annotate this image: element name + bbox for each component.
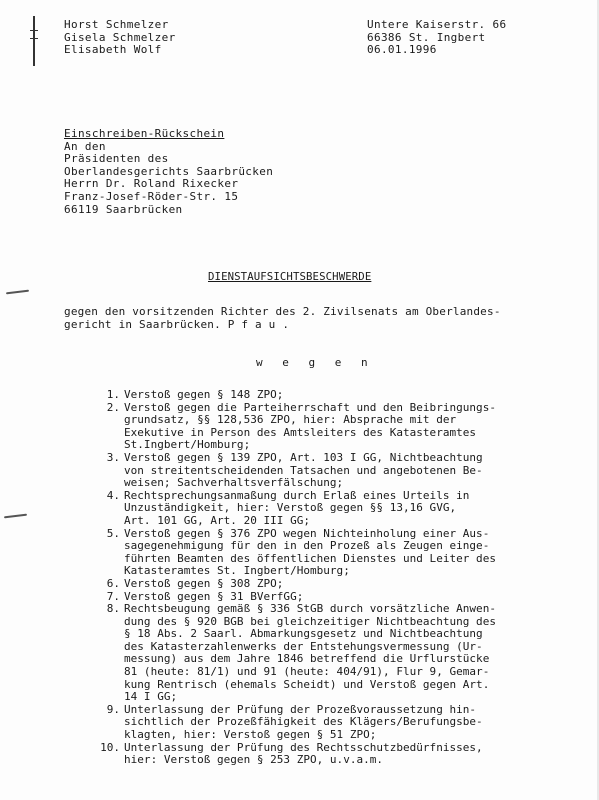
charge-line: Katasteramtes St. Ingbert/Homburg; [124, 564, 350, 578]
charge-number: 6. [106, 576, 120, 590]
charge-line: des Katasterzahlenwerks der Entstehungsvermessung (Ur- [124, 639, 483, 653]
charge-item [96, 490, 566, 528]
sender-name: Gisela Schmelzer [64, 30, 176, 44]
charge-number: 4. [106, 488, 120, 502]
wegen-heading: w e g e n [256, 356, 375, 369]
charge-line: Verstoß gegen die Parteiherrschaft und den Beibringungs- [124, 400, 496, 414]
recipient-line: An den [64, 139, 106, 153]
charge-item [96, 528, 566, 578]
punch-mark [6, 290, 29, 295]
sender-name: Elisabeth Wolf [64, 43, 162, 57]
binder-mark [33, 16, 35, 66]
charge-line: Verstoß gegen § 139 ZPO, Art. 103 I GG, Nichtbeachtung [124, 450, 483, 464]
charge-item [96, 578, 566, 591]
charge-number: 9. [106, 702, 120, 716]
charge-number: 1. [106, 388, 120, 401]
recipient-line: 66119 Saarbrücken [64, 202, 183, 216]
charge-item [96, 389, 566, 402]
subject-line: gegen den vorsitzenden Richter des 2. Zivilsenats am Oberlandes- [64, 305, 501, 318]
charge-number: 8. [106, 602, 120, 616]
sender-city: 66386 St. Ingbert [367, 30, 486, 44]
subject-paragraph [64, 306, 550, 331]
charge-item [96, 603, 566, 704]
charge-line: grundsatz, §§ 128,536 ZPO, hier: Absprache mit der [124, 413, 457, 427]
charge-line: klagten, hier: Verstoß gegen § 51 ZPO; [124, 728, 377, 742]
charge-line: Verstoß gegen § 376 ZPO wegen Nichteinholung einer Aus- [124, 526, 490, 540]
charge-line: Unzuständigkeit, hier: Verstoß gegen §§ 13,16 GVG, [124, 501, 457, 515]
charge-line: Art. 101 GG, Art. 20 III GG; [124, 513, 310, 527]
charge-item [96, 742, 566, 767]
charge-line: sagegenehmigung für den in den Prozeß als Zeugen einge- [124, 539, 490, 553]
charge-line: § 18 Abs. 2 Saarl. Abmarkungsgesetz und Nichtbeachtung [124, 627, 483, 641]
subject-line: gericht in Saarbrücken. P f a u . [64, 317, 290, 331]
charge-line: Verstoß gegen § 308 ZPO; [124, 576, 284, 590]
charge-number: 3. [106, 450, 120, 464]
charge-line: Verstoß gegen § 148 ZPO; [124, 388, 284, 401]
recipient-line: Präsidenten des [64, 152, 169, 166]
recipient-line: Oberlandesgerichts Saarbrücken [64, 164, 274, 178]
letter-date: 06.01.1996 [367, 43, 437, 57]
charge-line: Exekutive in Person des Amtsleiters des Katasteramtes [124, 425, 477, 439]
charge-line: dung des § 920 BGB bei gleichzeitiger Nichtbeachtung des [124, 614, 496, 628]
charges-list [96, 389, 566, 767]
recipient-line: Franz-Josef-Röder-Str. 15 [64, 189, 239, 203]
charge-line: hier: Verstoß gegen § 253 ZPO, u.v.a.m. [124, 753, 384, 767]
charge-line: von streitentscheidenden Tatsachen und angebotenen Be- [124, 463, 483, 477]
registered-mail-note: Einschreiben-Rückschein [64, 127, 225, 140]
charge-line: St.Ingbert/Homburg; [124, 438, 251, 452]
charge-item [96, 402, 566, 452]
charge-line: sichtlich der Prozeßfähigkeit des Klägers/Berufungsbe- [124, 715, 483, 729]
sender-names [64, 19, 284, 57]
charge-item [96, 452, 566, 490]
recipient-block [64, 128, 404, 216]
charge-number: 7. [106, 589, 120, 603]
document-title: DIENSTAUFSICHTSBESCHWERDE [208, 270, 372, 283]
sender-street: Untere Kaiserstr. 66 [367, 18, 507, 31]
charge-line: Rechtsprechungsanmaßung durch Erlaß eines Urteils in [124, 488, 470, 502]
charge-line: Verstoß gegen § 31 BVerfGG; [124, 589, 304, 603]
recipient-line: Herrn Dr. Roland Rixecker [64, 177, 239, 191]
charge-line: 81 (heute: 81/1) und 91 (heute: 404/91), Flur 9, Gemar- [124, 665, 490, 679]
punch-mark [4, 514, 27, 519]
binder-mark-tip [30, 30, 38, 39]
sender-address [367, 19, 567, 57]
charge-item [96, 704, 566, 742]
sender-name: Horst Schmelzer [64, 18, 169, 31]
charge-line: Unterlassung der Prüfung des Rechtsschutzbedürfnisses, [124, 740, 483, 754]
charge-line: kung Rentrisch (ehemals Scheidt) und Verstoß gegen Art. [124, 677, 490, 691]
charge-number: 5. [106, 526, 120, 540]
charge-line: weisen; Sachverhaltsverfälschung; [124, 476, 344, 490]
charge-line: 14 I GG; [124, 690, 178, 704]
charge-number: 10. [100, 740, 120, 754]
charge-line: Rechtsbeugung gemäß § 336 StGB durch vorsätzliche Anwen- [124, 602, 496, 616]
charge-line: Unterlassung der Prüfung der Prozeßvoraussetzung hin- [124, 702, 477, 716]
charge-number: 2. [106, 400, 120, 414]
charge-line: führten Beamten des öffentlichen Dienstes und Leiter des [124, 551, 496, 565]
charge-line: messung) aus dem Jahre 1846 betreffend die Urflurstücke [124, 652, 490, 666]
